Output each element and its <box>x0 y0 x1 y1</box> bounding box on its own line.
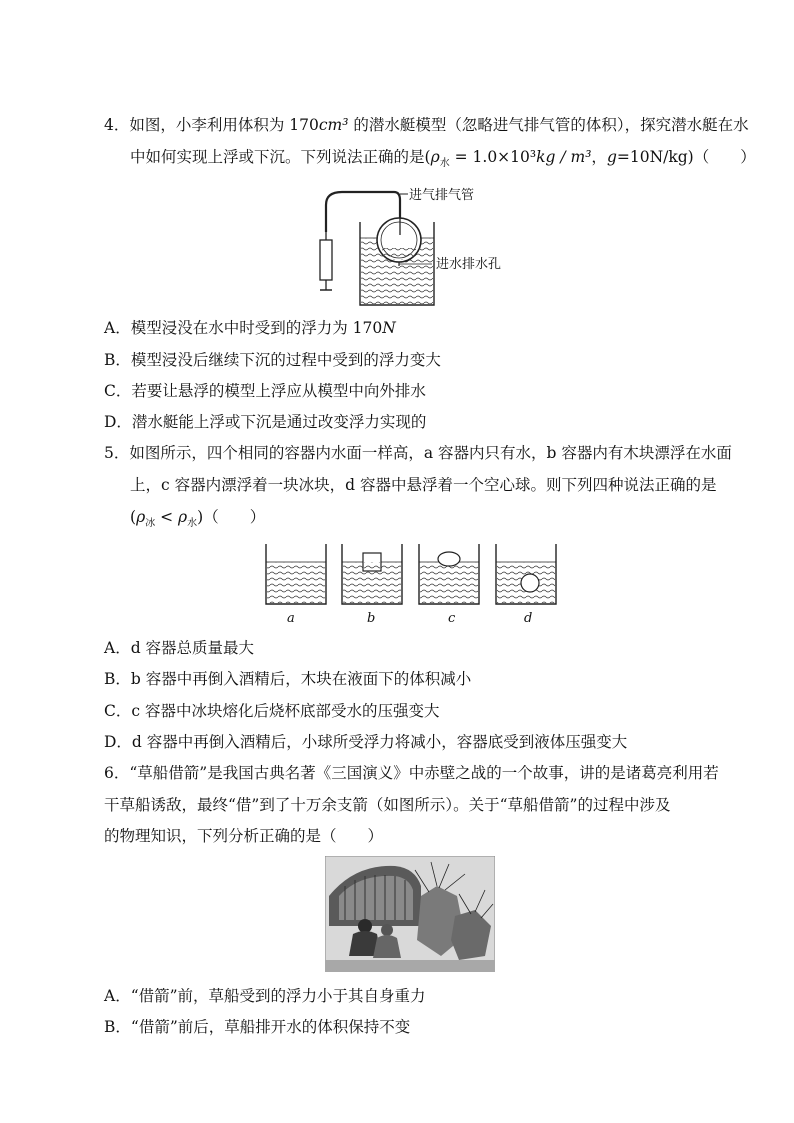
q4-stem-line2: 中如何实现上浮或下沉。下列说法正确的是($\rho_水 = 1.0\times 10^3kg / m^3$，g=10N/kg)（ ） <box>130 148 756 170</box>
q5-stem-line1: 5．如图所示，四个相同的容器内水面一样高，a 容器内只有水，b 容器内有木块漂浮在水面 <box>104 444 732 462</box>
q6-stem-line1: 6．“草船借箭”是我国古典名著《三国演义》中赤壁之战的一个故事，讲的是诸葛亮利用若 <box>104 764 719 782</box>
q4-option-c: C．若要让悬浮的模型上浮应从模型中向外排水 <box>104 382 426 400</box>
container-b <box>342 544 402 604</box>
container-label-c: c <box>448 611 456 626</box>
q6-option-b: B．“借箭”前后，草船排开水的体积保持不变 <box>104 1018 411 1036</box>
q6-option-a: A．“借箭”前，草船受到的浮力小于其自身重力 <box>104 987 426 1005</box>
q4-option-b: B．模型浸没后继续下沉的过程中受到的浮力变大 <box>104 351 441 369</box>
q5-stem-line3: $(\rho_冰 < \rho_水)$（ ） <box>130 508 266 530</box>
q5-option-c: C．c 容器中冰块熔化后烧杯底部受水的压强变大 <box>104 702 440 720</box>
q4-option-a: A．模型浸没在水中时受到的浮力为 170N <box>104 319 396 337</box>
container-a <box>266 544 326 604</box>
container-label-d: d <box>524 611 533 626</box>
ice-block <box>438 552 460 566</box>
straw-boat-illustration <box>325 856 495 972</box>
container-c <box>419 544 479 604</box>
container-label-b: b <box>367 611 376 626</box>
q5-stem-line2: 上，c 容器内漂浮着一块冰块，d 容器中悬浮着一个空心球。则下列四种说法正确的是 <box>130 476 717 494</box>
containers-diagram <box>262 540 562 610</box>
container-d <box>496 544 556 604</box>
container-label-a: a <box>287 611 295 626</box>
label-air-pipe: 进气排气管 <box>409 188 475 203</box>
q5-option-a: A．d 容器总质量最大 <box>104 639 255 657</box>
four-containers-figure <box>262 540 562 610</box>
q6-stem-line3: 的物理知识，下列分析正确的是（ ） <box>104 827 384 845</box>
straw-boat-image <box>325 856 495 972</box>
q5-option-b: B．b 容器中再倒入酒精后，木块在液面下的体积减小 <box>104 670 472 688</box>
hollow-ball <box>521 574 539 592</box>
q4-stem-line1: 4．如图，小李利用体积为 170cm³ 的潜水艇模型（忽略进气排气管的体积），探究潜水艇在水 <box>104 116 749 134</box>
q5-option-d: D．d 容器中再倒入酒精后，小球所受浮力将减小，容器底受到液体压强变大 <box>104 733 628 751</box>
label-water-hole: 进水排水孔 <box>436 257 502 272</box>
q4-option-d: D．潜水艇能上浮或下沉是通过改变浮力实现的 <box>104 413 427 431</box>
q6-stem-line2: 干草船诱敌，最终“借”到了十万余支箭（如图所示）。关于“草船借箭”的过程中涉及 <box>104 796 671 814</box>
